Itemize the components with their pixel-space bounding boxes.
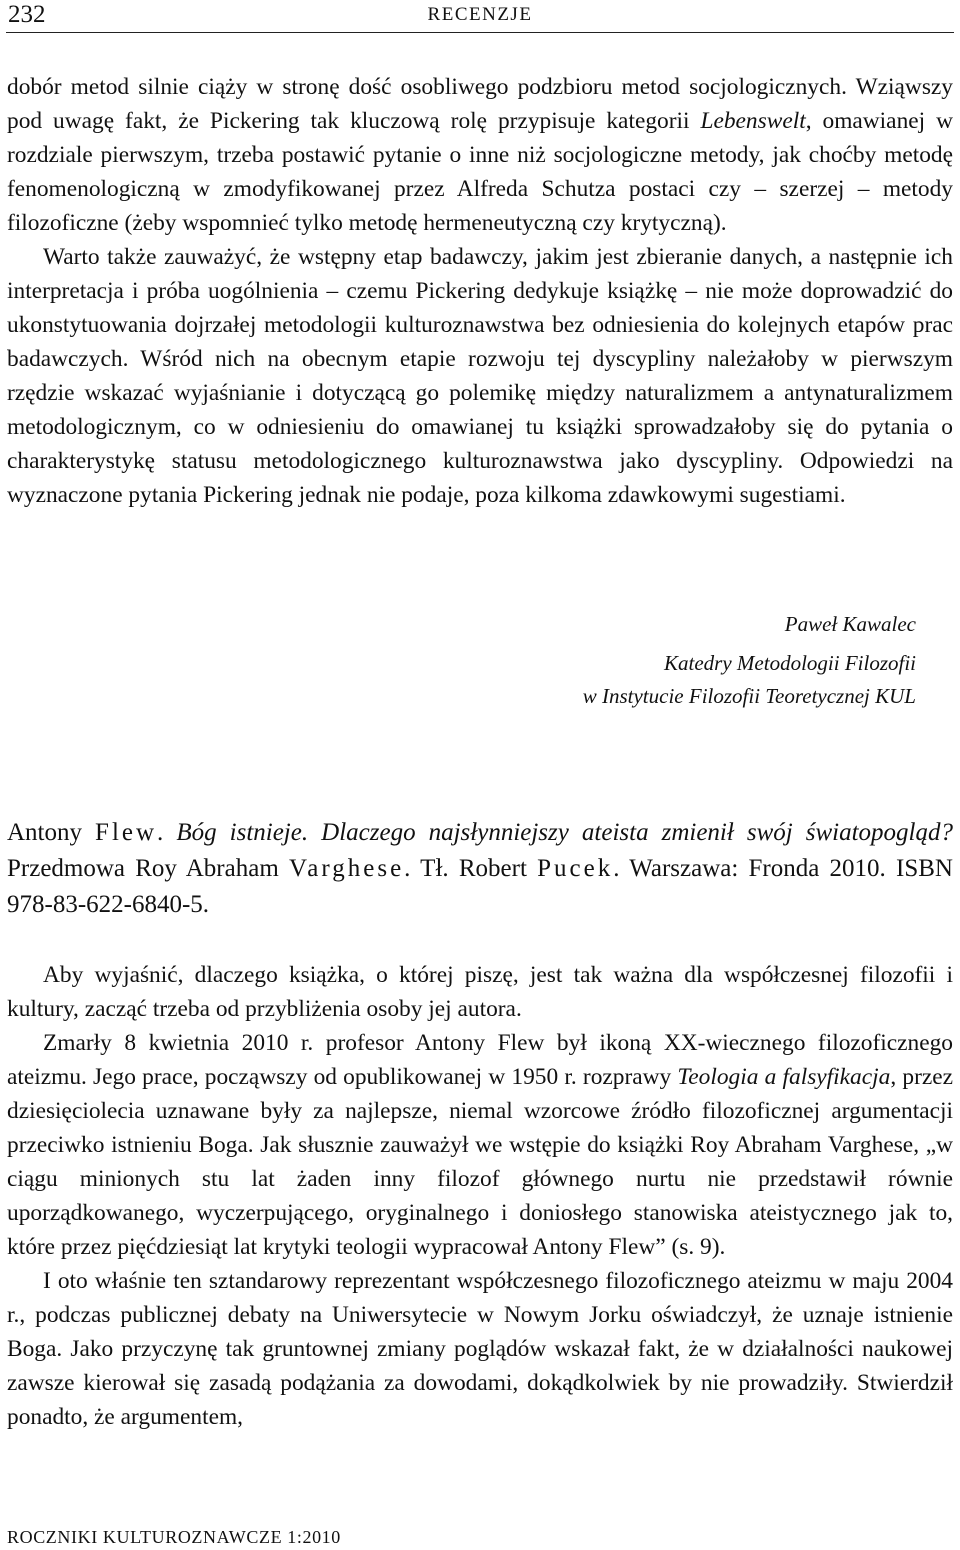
- preface-text: Przedmowa Roy Abraham: [7, 855, 289, 882]
- paragraph: [7, 1026, 953, 1264]
- page-number: 232: [8, 1, 46, 28]
- text-run: dobór metod silnie ciąży w stronę dość osobliwego podzbioru metod socjologicznych. Wziąwszy pod uwagę fakt, że Pickering tak kluczową rolę przypisuje kategorii: [7, 74, 953, 134]
- paragraph: [7, 70, 953, 240]
- paragraph: Aby wyjaśnić, dlaczego książka, o której piszę, jest tak ważna dla współczesnej filozofii i kultury, zacząć trzeba od przybliżenia osoby jej autora.: [7, 962, 953, 1022]
- reviewer-affiliation-line1: Katedry Metodologii Filozofii: [664, 651, 916, 675]
- text-run: Zmarły 8 kwietnia 2010 r. profesor Antony Flew był ikoną XX-wiecznego filozoficznego ateizmu. Jego prace, począwszy od opublikowanej w 1950 r. rozprawy: [7, 1030, 953, 1090]
- term-lebenswelt: Lebenswelt: [700, 108, 806, 134]
- translator-last-name: Pucek: [537, 855, 614, 882]
- review-body: [7, 958, 953, 1434]
- reviewer-signature: [583, 608, 916, 713]
- journal-footer: ROCZNIKI KULTUROZNAWCZE 1:2010: [7, 1527, 341, 1547]
- bibliographic-entry: [7, 815, 953, 923]
- text-run: , przez dziesięciolecia uznawane były za najlepsze, niemal wzorcowe źródło filozoficznej argumentacji przeciwko istnieniu Boga. Jak słusznie zauważył we wstępie do książki Roy Abraham Varghese, „w ciągu minionych stu lat żaden inny filozof głównego nurtu nie przedstawił równie uporządkowanego, wyczerpującego, oryginalnego i doniosłego stanowiska ateistycznego jak to, które przez pięćdziesiąt lat krytyki teologii wypracował Antony Flew” (s. 9).: [7, 1064, 954, 1260]
- preface-author-last-name: Varghese: [288, 855, 405, 882]
- author-last-name: Flew: [95, 819, 158, 846]
- author-first-name: Antony: [7, 819, 96, 846]
- text-run: , omawianej w rozdziale pierwszym, trzeba postawić pytanie o inne niż socjologiczne metody, jak choćby metodę fenomenologiczną w zmodyfikowanej przez Alfreda Schutza postaci czy – szerzej – metody filozoficzne (żeby wspomnieć tylko metodę hermeneutyczną czy krytyczną).: [7, 108, 953, 236]
- reviewer-affiliation-line2: w Instytucie Filozofii Teoretycznej KUL: [582, 684, 916, 708]
- running-head: [6, 0, 954, 33]
- translator-text: . Tł. Robert: [404, 855, 538, 882]
- bib-dot: .: [157, 819, 164, 846]
- review-continuation: [7, 70, 953, 512]
- work-title: Teologia a falsyfikacja: [677, 1064, 891, 1090]
- publication-details: . Warszawa: Fronda 2010. ISBN 978-83-622-6840-5.: [7, 855, 953, 918]
- reviewer-name: Paweł Kawalec: [784, 612, 916, 636]
- paragraph: Warto także zauważyć, że wstępny etap badawczy, jakim jest zbieranie danych, a następnie ich interpretacja i próba uogólnienia – czemu Pickering dedykuje książkę – nie może doprowadzić do ukonstytuowania dojrzałej metodologii kulturoznawstwa bez odniesienia do kolejnych etapów prac badawczych. Wśród nich na obecnym etapie rozwoju tej dyscypliny należałoby w pierwszym rzędzie wskazać wyjaśnianie i dotyczącą go polemikę między naturalizmem a antynaturalizmem metodologicznym, co w odniesieniu do omawianej tu książki sprowadzałoby się do pytania o charakterystykę statusu metodologicznego kulturoznawstwa jako dyscypliny. Odpowiedzi na wyznaczone pytania Pickering jednak nie podaje, poza kilkoma zdawkowymi sugestiami.: [7, 244, 953, 508]
- book-title: Bóg istnieje. Dlaczego najsłynniejszy ateista zmienił swój światopogląd?: [163, 819, 953, 846]
- paragraph: I oto właśnie ten sztandarowy reprezentant współczesnego filozoficznego ateizmu w maju 2004 r., podczas publicznej debaty na Uniwersytecie w Nowym Jorku oświadczył, że uznaje istnienie Boga. Jako przyczynę tak gruntownej zmiany poglądów wskazał fakt, że w działalności naukowej zawsze kierował się zasadą podążania za dowodami, dokądkolwiek by nie prowadziły. Stwierdził ponadto, że argumentem,: [7, 1268, 953, 1430]
- section-title: RECENZJE: [427, 4, 533, 25]
